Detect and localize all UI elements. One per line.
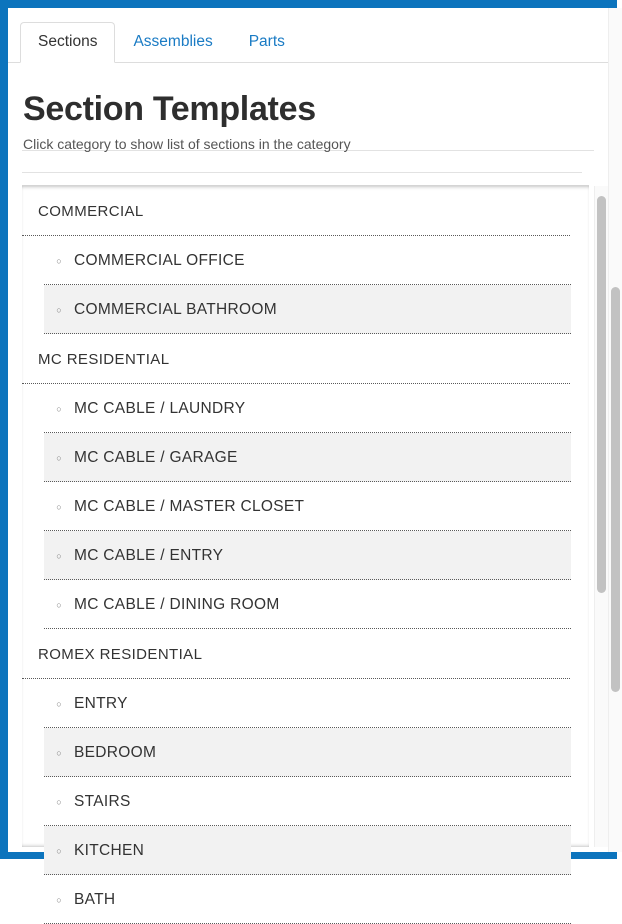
page-scrollbar-thumb[interactable] (611, 287, 620, 692)
section-list-item[interactable] (44, 531, 571, 580)
bullet-circle-icon: ○ (56, 796, 62, 807)
section-list-item[interactable] (44, 728, 571, 777)
section-list-item[interactable] (44, 679, 571, 728)
list-scrollbar-thumb[interactable] (597, 196, 606, 593)
hint-divider (22, 172, 582, 173)
page-scrollbar[interactable] (608, 8, 622, 852)
tab-bar (8, 8, 608, 63)
tab-sections[interactable] (20, 22, 115, 64)
section-list (22, 186, 589, 924)
tab-sections-label: Sections (38, 32, 98, 50)
section-list-item-label: MC CABLE / ENTRY (74, 547, 224, 564)
section-list-item-label: MC CABLE / GARAGE (74, 449, 238, 466)
section-list-item[interactable] (44, 826, 571, 875)
bullet-circle-icon: ○ (56, 845, 62, 856)
category-header[interactable] (22, 629, 571, 679)
hint-text: Click category to show list of sections in the category (23, 136, 351, 152)
category-header[interactable] (22, 334, 571, 384)
section-list-item[interactable] (44, 384, 571, 433)
bullet-circle-icon: ○ (56, 304, 62, 315)
list-scrollbar[interactable] (594, 186, 608, 847)
section-list-item-label: BATH (74, 891, 116, 908)
section-list-item-label: COMMERCIAL OFFICE (74, 252, 245, 269)
hint-text-clip (22, 136, 582, 158)
section-list-item-label: MC CABLE / LAUNDRY (74, 400, 246, 417)
page-title: Section Templates (23, 90, 316, 128)
bullet-circle-icon: ○ (56, 599, 62, 610)
section-list-item[interactable] (44, 285, 571, 334)
bullet-circle-icon: ○ (56, 894, 62, 905)
bullet-circle-icon: ○ (56, 747, 62, 758)
category-label: COMMERCIAL (38, 203, 144, 220)
section-list-item[interactable] (44, 777, 571, 826)
section-list-item[interactable] (44, 875, 571, 924)
section-list-item[interactable] (44, 482, 571, 531)
tab-assemblies-label: Assemblies (133, 32, 213, 50)
bullet-circle-icon: ○ (56, 501, 62, 512)
section-list-item-label: KITCHEN (74, 842, 145, 859)
section-list-panel[interactable] (22, 185, 589, 908)
section-list-item[interactable] (44, 433, 571, 482)
bullet-circle-icon: ○ (56, 698, 62, 709)
tab-parts[interactable] (231, 22, 303, 64)
category-header[interactable] (22, 186, 571, 236)
bullet-circle-icon: ○ (56, 403, 62, 414)
tab-parts-label: Parts (248, 32, 285, 50)
section-list-item[interactable] (44, 580, 571, 629)
tab-assemblies[interactable] (115, 22, 230, 64)
section-list-item-label: COMMERCIAL BATHROOM (74, 301, 277, 318)
section-list-item-label: ENTRY (74, 695, 128, 712)
bullet-circle-icon: ○ (56, 550, 62, 561)
category-label: ROMEX RESIDENTIAL (38, 646, 203, 663)
page-content (8, 8, 608, 908)
section-list-item-label: STAIRS (74, 793, 131, 810)
category-label: MC RESIDENTIAL (38, 351, 170, 368)
section-list-item[interactable] (44, 236, 571, 285)
bullet-circle-icon: ○ (56, 255, 62, 266)
section-list-item-label: BEDROOM (74, 744, 157, 761)
section-list-item-label: MC CABLE / MASTER CLOSET (74, 498, 305, 515)
section-list-item-label: MC CABLE / DINING ROOM (74, 596, 280, 613)
bullet-circle-icon: ○ (56, 452, 62, 463)
